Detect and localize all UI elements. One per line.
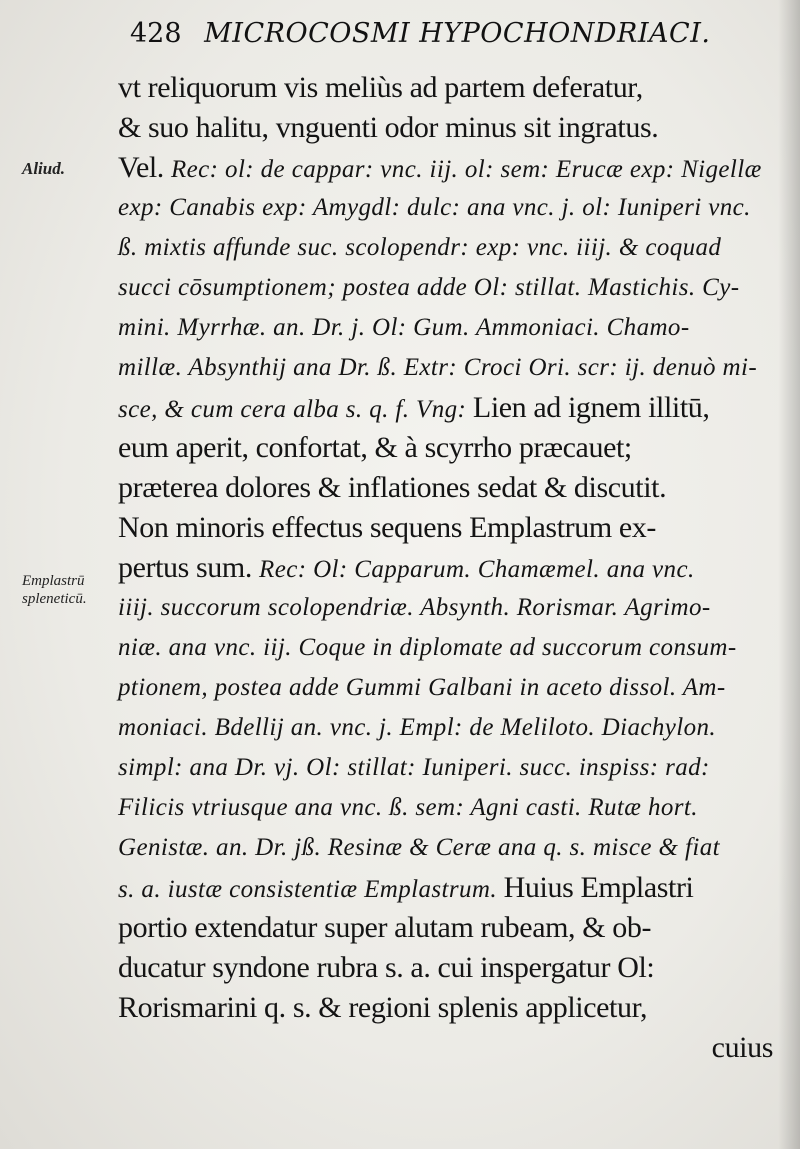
running-header [130, 18, 710, 49]
text-line [118, 228, 778, 268]
italic-text: mini. Myrrhæ. an. Dr. j. Ol: Gum. Ammoniaci. Chamo- [118, 314, 690, 341]
text-line [118, 428, 778, 468]
roman-text: eum aperit, confortat, & à scyrrho præcauet; [118, 431, 632, 464]
show-through-text [30, 648, 34, 664]
margin-note-aliud-text: Aliud. [22, 159, 65, 178]
text-line [118, 388, 778, 428]
margin-note-aliud [22, 160, 65, 178]
text-line [118, 668, 778, 708]
roman-text: præterea dolores & inflationes sedat & discutit. [118, 471, 667, 504]
text-line [118, 708, 778, 748]
italic-text: ß. mixtis affunde suc. scolopendr: exp: vnc. iiij. & coquad [118, 234, 722, 261]
roman-text: Lien ad ignem illitū, [472, 391, 710, 424]
text-line [118, 468, 778, 508]
text-line [118, 68, 778, 108]
italic-text: Rec: ol: de cappar: vnc. iij. ol: sem: Erucæ exp: Nigellæ [171, 156, 762, 183]
roman-text: & suo halitu, vnguenti odor minus sit ingratus. [118, 111, 659, 144]
italic-text: s. a. iustæ consistentiæ Emplastrum. [118, 876, 504, 903]
margin-note-emplastrum [22, 572, 87, 608]
page-number: 428 [130, 18, 182, 49]
italic-text: niæ. ana vnc. iij. Coque in diplomate ad succorum consum- [118, 634, 737, 661]
roman-text: Vel. [118, 151, 171, 184]
italic-text: Genistæ. an. Dr. jß. Resinæ & Ceræ ana q. s. misce & fiat [118, 834, 720, 861]
italic-text: millæ. Absynthij ana Dr. ß. Extr: Croci Ori. scr: ij. denuò mi- [118, 354, 758, 381]
text-line [118, 108, 778, 148]
text-line [118, 548, 778, 588]
text-line [118, 148, 778, 188]
roman-text: portio extendatur super alutam rubeam, & ob- [118, 911, 652, 944]
roman-text: Rorismarini q. s. & regioni splenis applicetur, [118, 991, 648, 1024]
running-title: MICROCOSMI HYPOCHONDRIACI. [204, 18, 711, 49]
text-line [118, 948, 778, 988]
page-edge-shadow [778, 0, 800, 1149]
italic-text: iiij. succorum scolopendriæ. Absynth. Rorismar. Agrimo- [118, 594, 711, 621]
text-line [118, 308, 778, 348]
roman-text: vt reliquorum vis meliùs ad partem deferatur, [118, 71, 643, 104]
text-line [118, 788, 778, 828]
text-line [118, 628, 778, 668]
italic-text: simpl: ana Dr. vj. Ol: stillat: Iuniperi. succ. inspiss: rad: [118, 754, 710, 781]
text-line [118, 868, 778, 908]
catchword-line [118, 1028, 778, 1068]
text-line [118, 748, 778, 788]
roman-text: Non minoris effectus sequens Emplastrum ex- [118, 511, 656, 544]
roman-text: pertus sum. [118, 551, 260, 584]
italic-text: Rec: Ol: Capparum. Chamæmel. ana vnc. [259, 556, 695, 583]
margin-note-emplastrum-line1: Emplastrū [22, 573, 85, 589]
text-line [118, 508, 778, 548]
catchword: cuius [711, 1031, 773, 1064]
text-line [118, 988, 778, 1028]
italic-text: moniaci. Bdellij an. vnc. j. Empl: de Meliloto. Diachylon. [118, 714, 717, 741]
italic-text: Filicis vtriusque ana vnc. ß. sem: Agni casti. Rutæ hort. [118, 794, 698, 821]
body-text [118, 68, 778, 1068]
italic-text: exp: Canabis exp: Amygdl: dulc: ana vnc. j. ol: Iuniperi vnc. [118, 194, 751, 221]
text-line [118, 188, 778, 228]
margin-note-emplastrum-line2: spleneticū. [22, 591, 87, 607]
roman-text: ducatur syndone rubra s. a. cui inspergatur Ol: [118, 951, 655, 984]
text-line [118, 268, 778, 308]
text-line [118, 828, 778, 868]
italic-text: sce, & cum cera alba s. q. f. Vng: [118, 396, 473, 423]
text-line [118, 348, 778, 388]
italic-text: ptionem, postea adde Gummi Galbani in aceto dissol. Am- [118, 674, 726, 701]
italic-text: succi cōsumptionem; postea adde Ol: stillat. Mastichis. Cy- [118, 274, 740, 301]
text-line [118, 588, 778, 628]
roman-text: Huius Emplastri [503, 871, 694, 904]
text-line [118, 908, 778, 948]
